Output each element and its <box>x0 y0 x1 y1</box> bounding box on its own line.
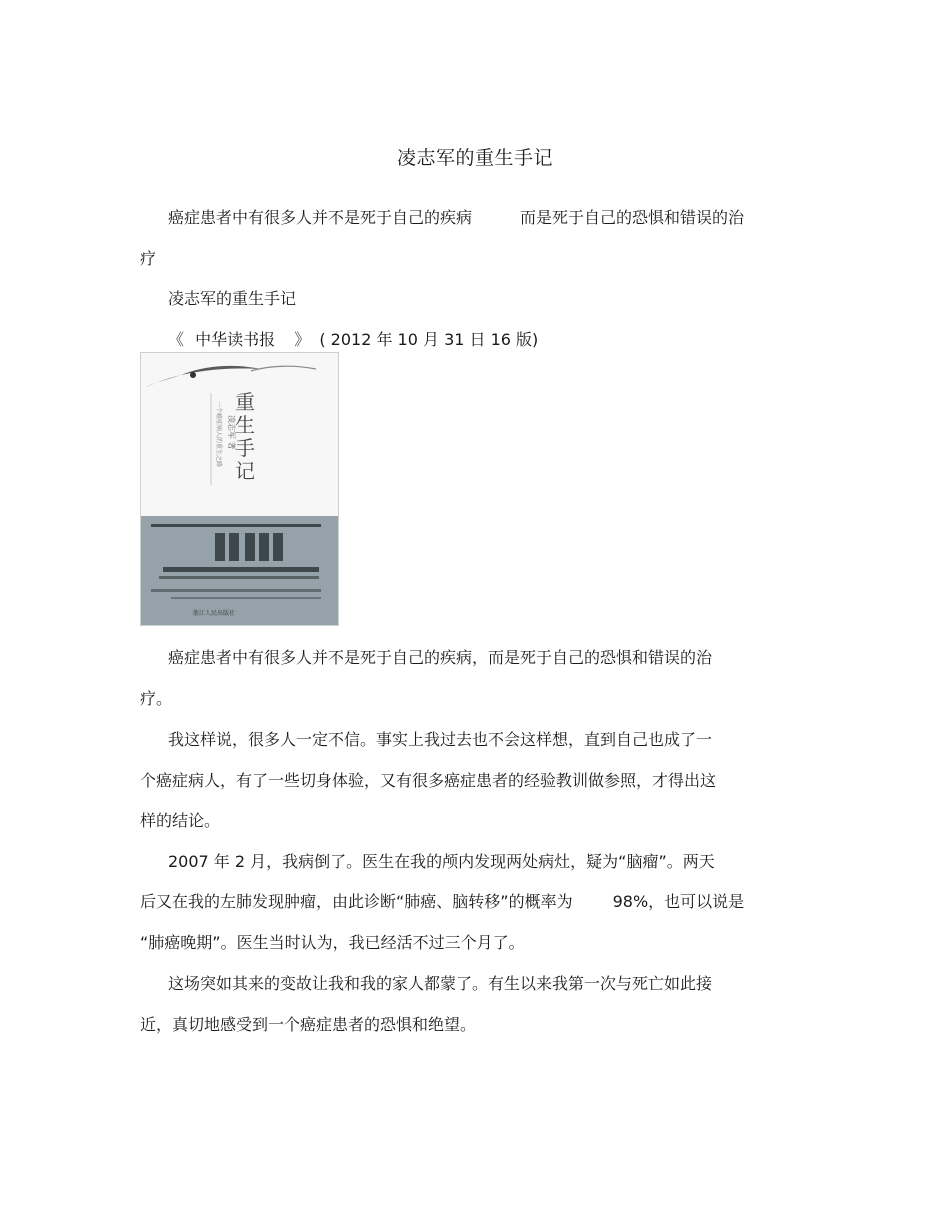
intro-line-2: 疗 <box>140 249 157 268</box>
para-3-line-2 <box>140 891 744 913</box>
para-3-line-1: 2007 年 2 月，我病倒了。医生在我的颅内发现两处病灶，疑为“脑瘤”。两天 <box>168 852 715 871</box>
intro-line-1 <box>168 207 744 229</box>
para-3-line-2-b: 98%，也可以说是 <box>612 892 745 911</box>
page-title: 凌志军的重生手记 <box>396 147 553 169</box>
intro-part-1: 癌症患者中有很多人并不是死于自己的疾病 <box>168 208 473 227</box>
cover-title-char: 生 <box>235 413 255 437</box>
para-3-line-3: “肺癌晚期”。医生当时认为，我已经活不过三个月了。 <box>140 933 525 952</box>
para-1-line-1: 癌症患者中有很多人并不是死于自己的疾病，而是死于自己的恐惧和错误的治 <box>168 648 713 667</box>
cover-title-char: 手 <box>235 436 255 460</box>
para-2-line-3: 样的结论。 <box>140 811 221 830</box>
source-line <box>168 329 538 351</box>
cover-note: 一个癌症病人的重生之路 <box>215 401 222 468</box>
source-open-bracket: 《 <box>168 330 185 349</box>
para-4-line-2: 近，真切地感受到一个癌症患者的恐惧和绝望。 <box>140 1015 477 1034</box>
para-1-line-2: 疗。 <box>140 689 173 708</box>
book-cover-image <box>140 352 339 626</box>
subtitle: 凌志军的重生手记 <box>168 289 297 308</box>
source-date: ( 2012 年 10 月 31 日 16 版) <box>319 330 539 349</box>
cover-author: 凌志军 著 <box>227 415 236 450</box>
para-3-line-2-a: 后又在我的左肺发现肿瘤，由此诊断“肺癌、脑转移”的概率为 <box>140 892 573 911</box>
para-2-line-1: 我这样说，很多人一定不信。事实上我过去也不会这样想，直到自己也成了一 <box>168 730 713 749</box>
source-close-bracket: 》 <box>294 330 311 349</box>
cover-title-char: 记 <box>235 459 255 483</box>
para-2-line-2: 个癌症病人，有了一些切身体验，又有很多癌症患者的经验教训做参照，才得出这 <box>140 771 717 790</box>
cover-publisher: 浙江人民出版社 <box>193 610 236 617</box>
source-paper: 中华读书报 <box>195 330 276 349</box>
para-4-line-1: 这场突如其来的变故让我和我的家人都蒙了。有生以来我第一次与死亡如此接 <box>168 974 713 993</box>
intro-part-2: 而是死于自己的恐惧和错误的治 <box>520 208 745 227</box>
cover-title-char: 重 <box>235 390 255 414</box>
